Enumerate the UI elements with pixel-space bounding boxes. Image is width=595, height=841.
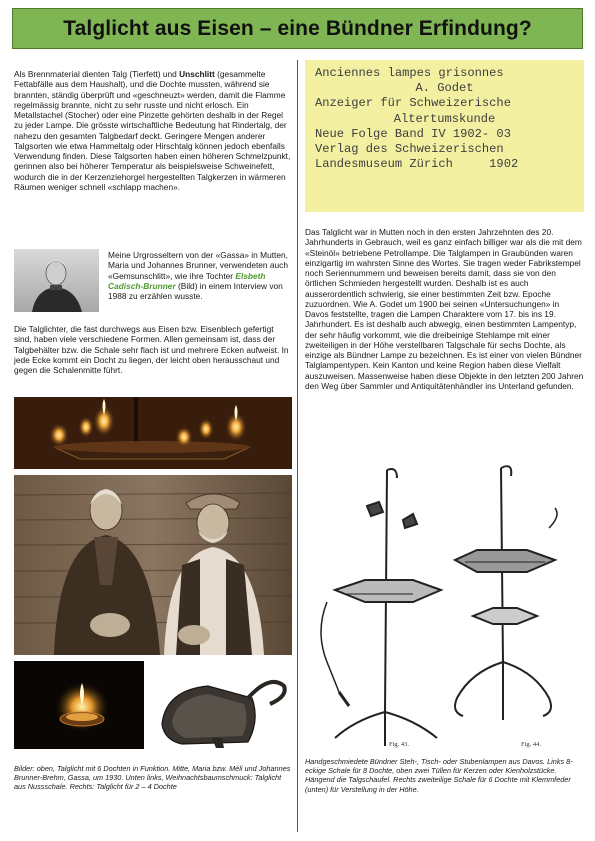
title-banner [12, 8, 583, 49]
left-paragraph-1: Als Brennmaterial dienten Talg (Tierfett) und Unschlitt (gesammelte Fettabfälle aus dem Haushalt), und die Dochte mussten, während sie brannten, ständig überprüft und «geschneuzt» werden, damit die Flamme regelmässig brannte, nicht zu sehr russte und nicht erlosch. Ein Metallstachel (Stocher) oder eine Pinzette gehörten deshalb in der Regel zu jeder Lampe. Die grösste wirtschaftliche Bedeutung hat Rindertalg, der nahezu den gesamten Talgbedarf deckt. Geringere Mengen anderer Talgsorten wie etwa Hammeltalg oder Hirschtalg können jedoch ebenfalls Verwendung finden. Diese Talgsorten haben einen höheren Schmelzpunkt, gerinnen also bei höherer Temperatur als beispielsweise Schweinefett, wodurch die in der Kerzenziehorgel hergestellten Talgkerzen in wärmeren Räumen weniger schnell «schlapp machen». [14, 69, 291, 192]
citation-line-3: Anzeiger für Schweizerische [315, 96, 511, 111]
source-citation-box [305, 60, 584, 212]
citation-line-6: Verlag des Schweizerischen [315, 142, 504, 157]
nutshell-candle-photo [14, 661, 144, 749]
tallow-shovel-photo [152, 664, 292, 750]
left-image-caption: Bilder: oben, Talglicht mit 6 Dochten in Funktion. Mitte, Maria bzw. Méli und Johannes Brunner-Brehm, Gassa, um 1930. Unten links, Weihnachtsbaumschmuck: Talglicht aus Nussschale. Rechts: Talglicht für 2 – 4 Dochte [14, 764, 291, 792]
right-image-caption: Handgeschmiedete Bündner Steh-, Tisch- oder Stubenlampen aus Davos. Links 8-eckige Schale für 8 Dochte, oben zwei Tüllen für Kerzen oder Kienholzstücke. Hängend die Talgschaufel. Rechts zweiteilige Schale für 6 Dochte mit Klemmfeder (unten) für Verstellung in der Höhe. [305, 757, 573, 794]
citation-line-7: Landesmuseum Zürich 1902 [315, 157, 519, 172]
fig-43-label: Fig. 43. [389, 741, 410, 748]
couple-photo [14, 475, 292, 655]
tallow-lamp-photo [14, 397, 292, 469]
left-paragraph-3: Die Talglichter, die fast durchwegs aus Eisen bzw. Eisenblech gefertigt sind, haben viele verschiedene Formen. Allen gemeinsam ist, dass der Talgbehälter bzw. die Schale sehr flach ist und mehrere Ecken aufweist. In jede Ecke kommt ein Docht zu liegen, der leicht oben herausschaut und gegen die Schalenmitte führt. [14, 324, 289, 375]
portrait-photo [14, 249, 99, 312]
highlighted-name: Elsbeth Cadisch-Brunner [108, 270, 266, 291]
citation-line-1: Anciennes lampes grisonnes [315, 66, 504, 80]
citation-line-4: Altertumskunde [393, 111, 496, 126]
page-title: Talglicht aus Eisen – eine Bündner Erfindung? [63, 16, 532, 40]
fig-44-label: Fig. 44. [521, 741, 542, 748]
citation-line-2: A. Godet [415, 81, 474, 96]
column-divider [297, 60, 298, 832]
right-paragraph-1: Das Talglicht war in Mutten noch in den ersten Jahrzehnten des 20. Jahrhunderts in Gebrauch, weil es ganz einfach billiger war als die mit dem «Steinöl» betriebene Petrollampe. Die Talglampen in Graubünden waren einzigartig im wahrsten Sinne des Wortes. Sie tragen weder Fabrikstempel noch Seriennummern und beweisen bereits damit, dass sie von den örtlichen Schmieden hergestellt wurden. Deshalb ist es auch ausserordentlich schwierig, sie einer bestimmten Zeit bzw. Epoche zuzuordnen. Wie A. Godet um 1900 bei seinen «Untersuchungen» in Davos feststellte, tragen die Lampen Charaktere vom 17. bis ins 19. Jahrhundert. Es ist deshalb auch abwegig, einen bestimmten Lampentyp, der sehr häufig vorkommt, wie die dreibeinige Stehlampe mit einer zweiteiligen in der Höhe verstellbaren Talgschale für sechs Dochte, als einzige als Bündner Lampe zu bezeichnen. Es ist einer von vielen Bündner Talglampentypen. Kein Kanton und keine Region haben diese Vielfalt auszuweisen. Massenweise haben diese Objekte in den letzten 200 Jahren den Weg über Sammler und Antiquitätenhändler ins Unterland gefunden. [305, 227, 584, 391]
left-paragraph-2: Meine Urgrosseltern von der «Gassa» in Mutten, Maria und Johannes Brunner, verwendeten auch «Gemsunschlitt», wie ihre Tochter Elsbeth Cadisch-Brunner (Bild) in einem Interview von 1988 zu erzählen wusste. [108, 250, 288, 301]
citation-line-5: Neue Folge Band IV 1902- 03 [315, 126, 511, 141]
lamp-engraving-figures [305, 462, 585, 752]
